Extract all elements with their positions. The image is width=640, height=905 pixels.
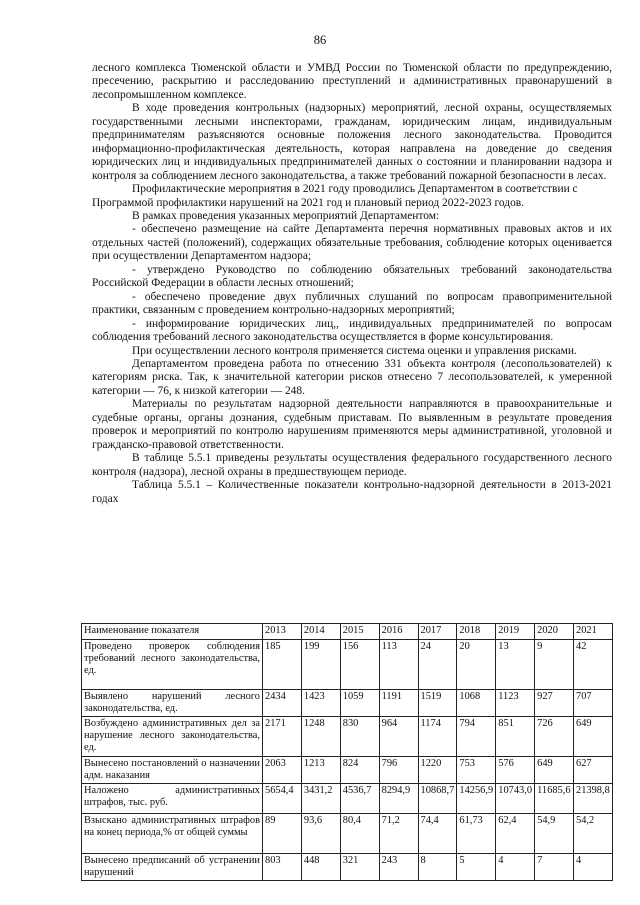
table-cell: 20 <box>457 640 496 690</box>
table-cell: 830 <box>340 717 379 757</box>
table-cell: 8294,9 <box>379 784 418 814</box>
year-header: 2017 <box>418 624 457 640</box>
table-cell: 1123 <box>496 690 535 717</box>
table-cell: 113 <box>379 640 418 690</box>
table-cell: 74,4 <box>418 814 457 854</box>
list-item: - обеспечено размещение на сайте Департамента перечня нормативных правовых актов и их отдельных частей (положений), содержащих обязательные требования, соблюдение которых оценивается при осуществлении Департаментом надзора; <box>92 223 612 263</box>
table-cell: 42 <box>574 640 613 690</box>
paragraph: В таблице 5.5.1 приведены результаты осуществления федерального государственного лесного контроля (надзора), лесной охраны в предшествующем периоде. <box>92 452 612 478</box>
table-cell: 1220 <box>418 757 457 784</box>
row-label: Вынесено постановлений о назначении адм. наказания <box>82 757 263 784</box>
table-cell: 964 <box>379 717 418 757</box>
table-header-row <box>82 624 613 640</box>
year-header: 2020 <box>535 624 574 640</box>
table-cell: 199 <box>301 640 340 690</box>
paragraph: Профилактические мероприятия в 2021 году проводились Департаментом в соответствии с Программой профилактики нарушений на 2021 год и плановый период 2022-2023 годов. <box>92 183 578 209</box>
table-cell: 824 <box>340 757 379 784</box>
year-header: 2015 <box>340 624 379 640</box>
table-cell: 1191 <box>379 690 418 717</box>
paragraph: В ходе проведения контрольных (надзорных) мероприятий, лесной охраны, осуществляемых государственными лесными инспекторами, гражданам, юридическим лицам, индивидуальным предпринимателям разъясняются основные положения лесного законодательства. Проводится информационно-профилактическая деятельность, которая направлена на доведение до сведения юридических лиц и индивидуальных предпринимателей данных о состоянии и планировании надзора и контроля за соблюдением лесного законодательства, а также требований пожарной безопасности в лесах. <box>92 102 612 182</box>
table-row <box>82 757 613 784</box>
table-cell: 89 <box>263 814 302 854</box>
table-cell: 726 <box>535 717 574 757</box>
table-cell: 14256,9 <box>457 784 496 814</box>
table-cell: 93,6 <box>301 814 340 854</box>
table-cell: 156 <box>340 640 379 690</box>
table-cell: 4 <box>496 854 535 881</box>
year-header: 2018 <box>457 624 496 640</box>
table-cell: 796 <box>379 757 418 784</box>
row-label: Наложено административных штрафов, тыс. руб. <box>82 784 263 814</box>
table-cell: 10743,0 <box>496 784 535 814</box>
table-cell: 185 <box>263 640 302 690</box>
table-cell: 1423 <box>301 690 340 717</box>
table-row <box>82 690 613 717</box>
table-cell: 321 <box>340 854 379 881</box>
table-cell: 1068 <box>457 690 496 717</box>
table-cell: 927 <box>535 690 574 717</box>
table-cell: 7 <box>535 854 574 881</box>
paragraph: В рамках проведения указанных мероприятий Департаментом: <box>132 209 440 222</box>
paragraph: При осуществлении лесного контроля применяется система оценки и управления рисками. <box>132 344 577 357</box>
table-cell: 1059 <box>340 690 379 717</box>
table-cell: 61,73 <box>457 814 496 854</box>
row-label: Вынесено предписаний об устранении нарушений <box>82 854 263 881</box>
table-row <box>82 640 613 690</box>
page-number: 86 <box>313 33 327 47</box>
indicators-table <box>81 623 613 881</box>
list-item: - информирование юридических лиц,, индивидуальных предпринимателей по вопросам соблюдения требований лесного законодательства осуществляется в форме консультирования. <box>92 317 612 344</box>
table-cell: 753 <box>457 757 496 784</box>
table-cell: 80,4 <box>340 814 379 854</box>
table-cell: 1248 <box>301 717 340 757</box>
row-label: Выявлено нарушений лесного законодательства, ед. <box>82 690 263 717</box>
table-cell: 2434 <box>263 690 302 717</box>
table-cell: 13 <box>496 640 535 690</box>
table-cell: 21398,8 <box>574 784 613 814</box>
year-header: 2016 <box>379 624 418 640</box>
column-header: Наименование показателя <box>82 624 263 640</box>
table-cell: 803 <box>263 854 302 881</box>
table-cell: 649 <box>574 717 613 757</box>
table-cell: 627 <box>574 757 613 784</box>
paragraph: Департаментом проведена работа по отнесению 331 объекта контроля (лесопользователей) к категориям риска. Так, к значительной категории рисков отнесено 7 лесопользователей, к умеренной категории — 76, к низкой категории — 248. <box>92 357 612 397</box>
table-cell: 11685,6 <box>535 784 574 814</box>
row-label: Проведено проверок соблюдения требований лесного законодательства, ед. <box>82 640 263 690</box>
year-header: 2013 <box>263 624 302 640</box>
table-cell: 9 <box>535 640 574 690</box>
table-cell: 1519 <box>418 690 457 717</box>
table-cell: 649 <box>535 757 574 784</box>
table-cell: 2171 <box>263 717 302 757</box>
table-cell: 576 <box>496 757 535 784</box>
table-cell: 2063 <box>263 757 302 784</box>
paragraph: лесного комплекса Тюменской области и УМВД России по Тюменской области по предупреждению, пресечению, раскрытию и расследованию преступлений и административных правонарушений в лесопромышленном комплексе. <box>92 62 612 101</box>
table-cell: 1174 <box>418 717 457 757</box>
table-cell: 243 <box>379 854 418 881</box>
table-cell: 71,2 <box>379 814 418 854</box>
table-cell: 851 <box>496 717 535 757</box>
list-item: - утверждено Руководство по соблюдению обязательных требований законодательства Российской Федерации в области лесных отношений; <box>92 263 612 290</box>
table-cell: 448 <box>301 854 340 881</box>
table-cell: 10868,7 <box>418 784 457 814</box>
table-cell: 24 <box>418 640 457 690</box>
table-cell: 3431,2 <box>301 784 340 814</box>
table-cell: 4536,7 <box>340 784 379 814</box>
table-cell: 794 <box>457 717 496 757</box>
table-cell: 62,4 <box>496 814 535 854</box>
row-label: Возбуждено административных дел за нарушение лесного законодательства, ед. <box>82 717 263 757</box>
table-row <box>82 814 613 854</box>
table-cell: 5654,4 <box>263 784 302 814</box>
table-row <box>82 784 613 814</box>
table-cell: 707 <box>574 690 613 717</box>
table-row <box>82 854 613 881</box>
table-cell: 54,2 <box>574 814 613 854</box>
table-cell: 8 <box>418 854 457 881</box>
year-header: 2019 <box>496 624 535 640</box>
table-row <box>82 717 613 757</box>
year-header: 2014 <box>301 624 340 640</box>
paragraph: Материалы по результатам надзорной деятельности направляются в правоохранительные и судебные органы, органы дознания, судебным приставам. По выявленным в результате проведения проверок и мероприятий по контролю нарушениям применяются меры административной, уголовной и гражданско-правовой ответственности. <box>92 398 612 451</box>
table-cell: 54,9 <box>535 814 574 854</box>
table-caption: Таблица 5.5.1 – Количественные показатели контрольно-надзорной деятельности в 2013-2021 годах <box>92 479 612 505</box>
table-cell: 4 <box>574 854 613 881</box>
table-cell: 5 <box>457 854 496 881</box>
row-label: Взыскано административных штрафов на конец периода,% от общей суммы <box>82 814 263 854</box>
year-header: 2021 <box>574 624 613 640</box>
table-cell: 1213 <box>301 757 340 784</box>
body-text <box>92 62 612 506</box>
list-item: - обеспечено проведение двух публичных слушаний по вопросам правоприменительной практики, связанным с проведением контрольно-надзорных мероприятий; <box>92 290 612 317</box>
